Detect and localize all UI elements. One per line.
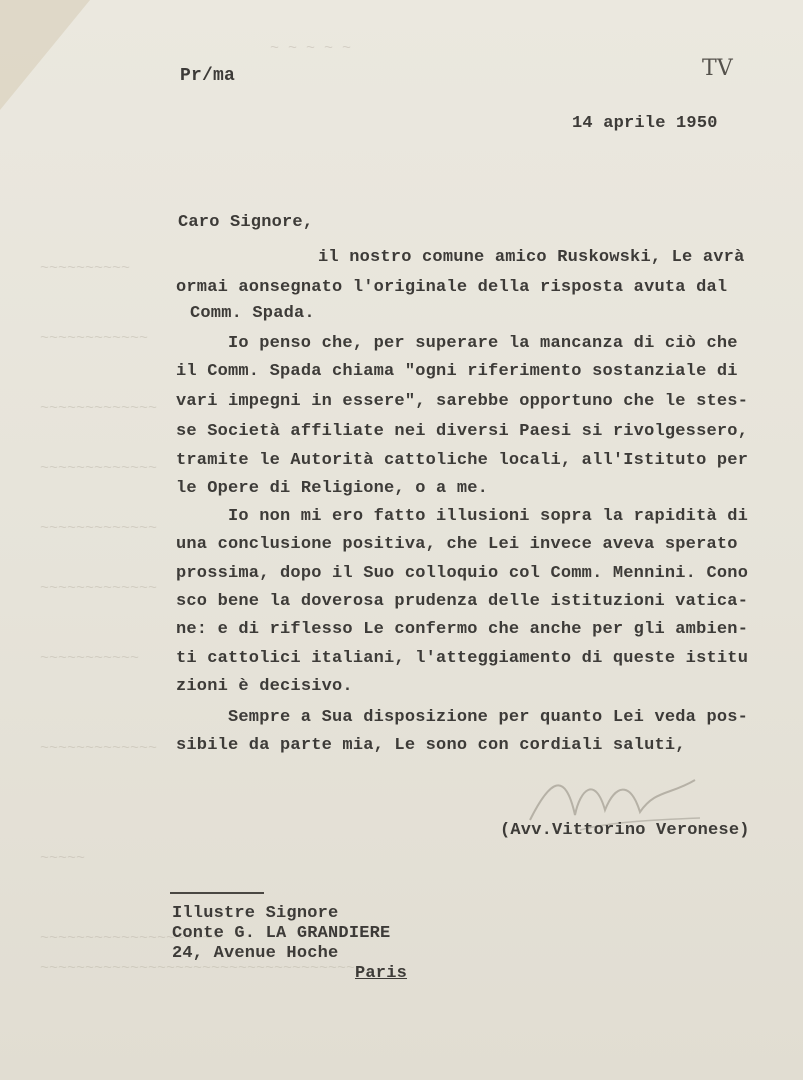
- addressee-city: Paris: [355, 964, 408, 983]
- body-line-17: Sempre a Sua disposizione per quanto Lei veda pos-: [228, 708, 749, 727]
- letter-date: 14 aprile 1950: [572, 114, 718, 133]
- addressee-line-2: Conte G. LA GRANDIERE: [172, 924, 391, 943]
- folded-corner: [0, 0, 90, 110]
- salutation: Caro Signore,: [178, 213, 314, 232]
- body-line-2: ormai aonsegnato l'originale della risposta avuta dal: [176, 278, 728, 297]
- addressee-line-3: 24, Avenue Hoche: [172, 944, 339, 963]
- body-line-15: ti cattolici italiani, l'atteggiamento di queste istitu: [176, 649, 749, 668]
- body-line-10: Io non mi ero fatto illusioni sopra la rapidità di: [228, 507, 749, 526]
- bleed-through-texture: ~ ~ ~ ~ ~ ~~~~~~~~~~ ~~~~~~~~~~~~ ~~~~~~~~~~~~~ ~~~~~~~~~~~~~ ~~~~~~~~~~~~~ ~~~~~~~~~~~~~ ~~~~~~~~~~~ ~~~~~~~~~~~~~ ~~~~~ ~~~~~~~~~~~~~~~~~~~~ ~~~~~~~~~~~~~~~~~~~~~~~~~~~~~~~~~~~~: [40, 40, 365, 977]
- body-line-12: prossima, dopo il Suo colloquio col Comm. Mennini. Cono: [176, 564, 749, 583]
- body-line-13: sco bene la doverosa prudenza delle istituzioni vatica-: [176, 592, 749, 611]
- body-line-16: zioni è decisivo.: [176, 677, 353, 696]
- body-line-18: sibile da parte mia, Le sono con cordiali saluti,: [176, 736, 686, 755]
- body-line-7: se Società affiliate nei diversi Paesi si rivolgessero,: [176, 422, 749, 441]
- handwritten-initials: TV: [702, 56, 733, 81]
- signature-name: (Avv.Vittorino Veronese): [500, 821, 750, 840]
- letter-reference: Pr/ma: [180, 66, 236, 86]
- body-line-11: una conclusione positiva, che Lei invece aveva sperato: [176, 535, 738, 554]
- addressee-line-1: Illustre Signore: [172, 904, 339, 923]
- address-rule: [170, 892, 264, 894]
- body-line-4: Io penso che, per superare la mancanza di ciò che: [228, 334, 738, 353]
- body-line-1: il nostro comune amico Ruskowski, Le avrà: [318, 248, 745, 267]
- body-line-9: le Opere di Religione, o a me.: [176, 479, 489, 498]
- body-line-3: Comm. Spada.: [190, 304, 315, 323]
- body-line-6: vari impegni in essere", sarebbe opportuno che le stes-: [176, 392, 749, 411]
- body-line-14: ne: e di riflesso Le confermo che anche per gli ambien-: [176, 620, 749, 639]
- body-line-8: tramite le Autorità cattoliche locali, all'Istituto per: [176, 451, 749, 470]
- body-line-5: il Comm. Spada chiama "ogni riferimento sostanziale di: [176, 362, 738, 381]
